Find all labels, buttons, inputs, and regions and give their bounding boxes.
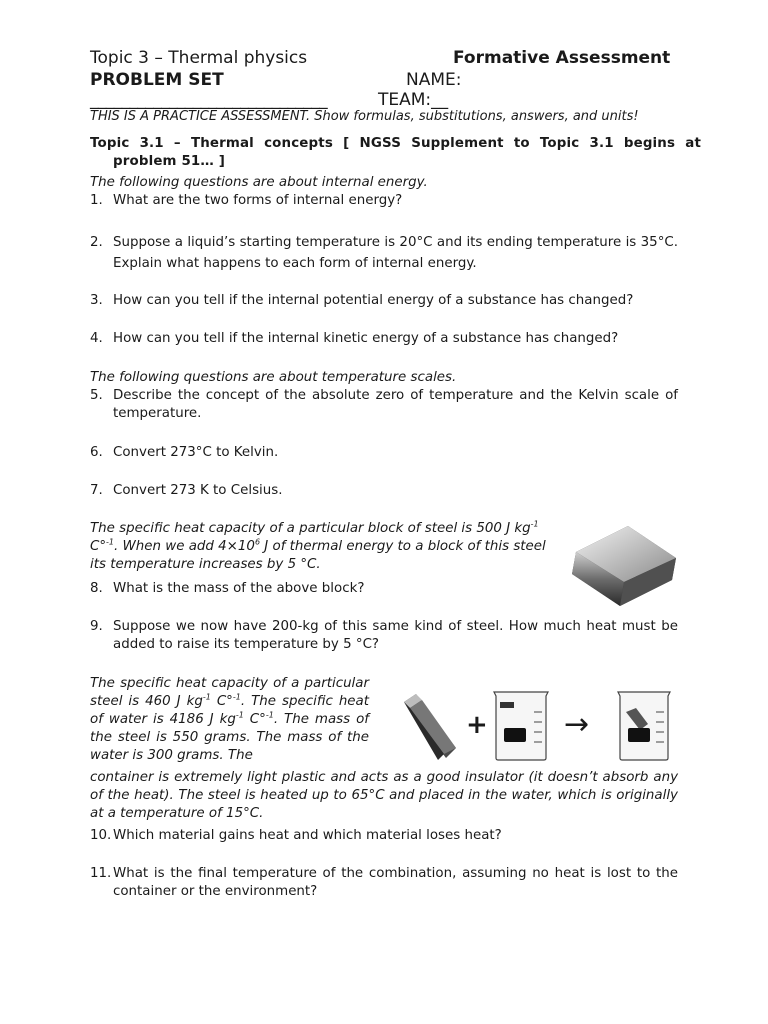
question-text: How can you tell if the internal potential energy of a substance has changed? xyxy=(113,293,634,308)
question-number: 8. xyxy=(90,581,103,596)
lead-text: J of thermal energy to a block of this steel its temperature increases by 5 °C. xyxy=(90,539,546,572)
question-5 xyxy=(90,387,678,423)
name-blank-line: ______________________________ xyxy=(90,90,328,110)
team-label: TEAM:__ xyxy=(378,90,449,110)
lead-text: . When we add 4×10 xyxy=(114,539,255,554)
question-1 xyxy=(90,192,678,210)
question-7 xyxy=(90,482,678,500)
lead-text: The specific heat capacity of a particular block of steel is 500 J kg xyxy=(90,521,531,536)
question-text: Convert 273°C to Kelvin. xyxy=(113,445,279,460)
question-number: 2. xyxy=(90,235,103,250)
internal-energy-lead: The following questions are about internal energy. xyxy=(90,175,428,190)
question-10 xyxy=(90,827,678,845)
question-number: 11. xyxy=(90,866,112,881)
arrow-icon: → xyxy=(564,707,590,742)
superscript: 6 xyxy=(254,537,261,547)
question-6 xyxy=(90,444,678,462)
practice-note: THIS IS A PRACTICE ASSESSMENT. Show formulas, substitutions, answers, and units! xyxy=(90,109,639,124)
question-number: 3. xyxy=(90,293,103,308)
section-title: Topic 3.1 – Thermal concepts [ NGSS Supplement to Topic 3.1 begins at problem 51… ] xyxy=(90,136,701,169)
question-4 xyxy=(90,330,678,348)
beaker-water-icon xyxy=(490,688,552,762)
superscript: -1 xyxy=(202,692,211,702)
steel-water-lead xyxy=(90,675,369,765)
question-3 xyxy=(90,292,678,310)
question-text: What is the final temperature of the combination, assuming no heat is lost to the container or the environment? xyxy=(113,866,678,899)
lead-text: The specific heat capacity of a particular steel is 460 J kg xyxy=(90,676,369,709)
question-number: 5. xyxy=(90,388,103,403)
superscript: -1 xyxy=(530,519,539,529)
lead-text: . The specific heat of water is 4186 J kg xyxy=(90,694,369,727)
lead-text: C° xyxy=(243,712,266,727)
question-number: 6. xyxy=(90,445,103,460)
question-text: What is the mass of the above block? xyxy=(113,581,365,596)
problem-set-title: PROBLEM SET xyxy=(90,70,224,90)
question-text: Which material gains heat and which material loses heat? xyxy=(113,828,502,843)
steel-bar-image xyxy=(398,688,460,764)
question-text: What are the two forms of internal energy? xyxy=(113,193,403,208)
question-text: Suppose we now have 200-kg of this same kind of steel. How much heat must be added to raise its temperature by 5 °C? xyxy=(113,619,678,652)
assessment-title: Formative Assessment xyxy=(453,48,671,68)
lead-text: C° xyxy=(210,694,233,709)
question-text: Describe the concept of the absolute zero of temperature and the Kelvin scale of temperature. xyxy=(113,388,678,421)
question-number: 10. xyxy=(90,828,112,843)
name-label: NAME: xyxy=(406,70,462,90)
question-text: Convert 273 K to Celsius. xyxy=(113,483,283,498)
question-number: 1. xyxy=(90,193,103,208)
question-text: How can you tell if the internal kinetic energy of a substance has changed? xyxy=(113,331,619,346)
question-number: 9. xyxy=(90,619,103,634)
beaker-with-steel-icon xyxy=(614,688,674,762)
lead-text: . The mass of the steel is 550 grams. The mass of the water is 300 grams. The xyxy=(90,712,369,763)
question-text: Suppose a liquid’s starting temperature is 20°C and its ending temperature is 35°C. Explain what happens to each form of internal energy. xyxy=(113,235,678,271)
superscript: -1 xyxy=(232,692,241,702)
plus-sign: + xyxy=(466,710,488,740)
superscript: -1 xyxy=(235,710,244,720)
question-9 xyxy=(90,618,678,654)
steel-block-lead xyxy=(90,520,560,574)
question-number: 7. xyxy=(90,483,103,498)
topic-title: Topic 3 – Thermal physics xyxy=(90,48,308,68)
question-2 xyxy=(90,232,678,274)
question-8 xyxy=(90,580,678,598)
question-11 xyxy=(90,865,678,901)
question-number: 4. xyxy=(90,331,103,346)
superscript: -1 xyxy=(106,537,115,547)
steel-water-lead-continued: container is extremely light plastic and acts as a good insulator (it doesn’t absorb any of the heat). The steel is heated up to 65°C and placed in the water, which is originally at a temperature of 15°C. xyxy=(90,770,678,821)
lead-text: C° xyxy=(90,539,107,554)
temperature-scales-lead: The following questions are about temperature scales. xyxy=(90,370,457,385)
superscript: -1 xyxy=(265,710,274,720)
